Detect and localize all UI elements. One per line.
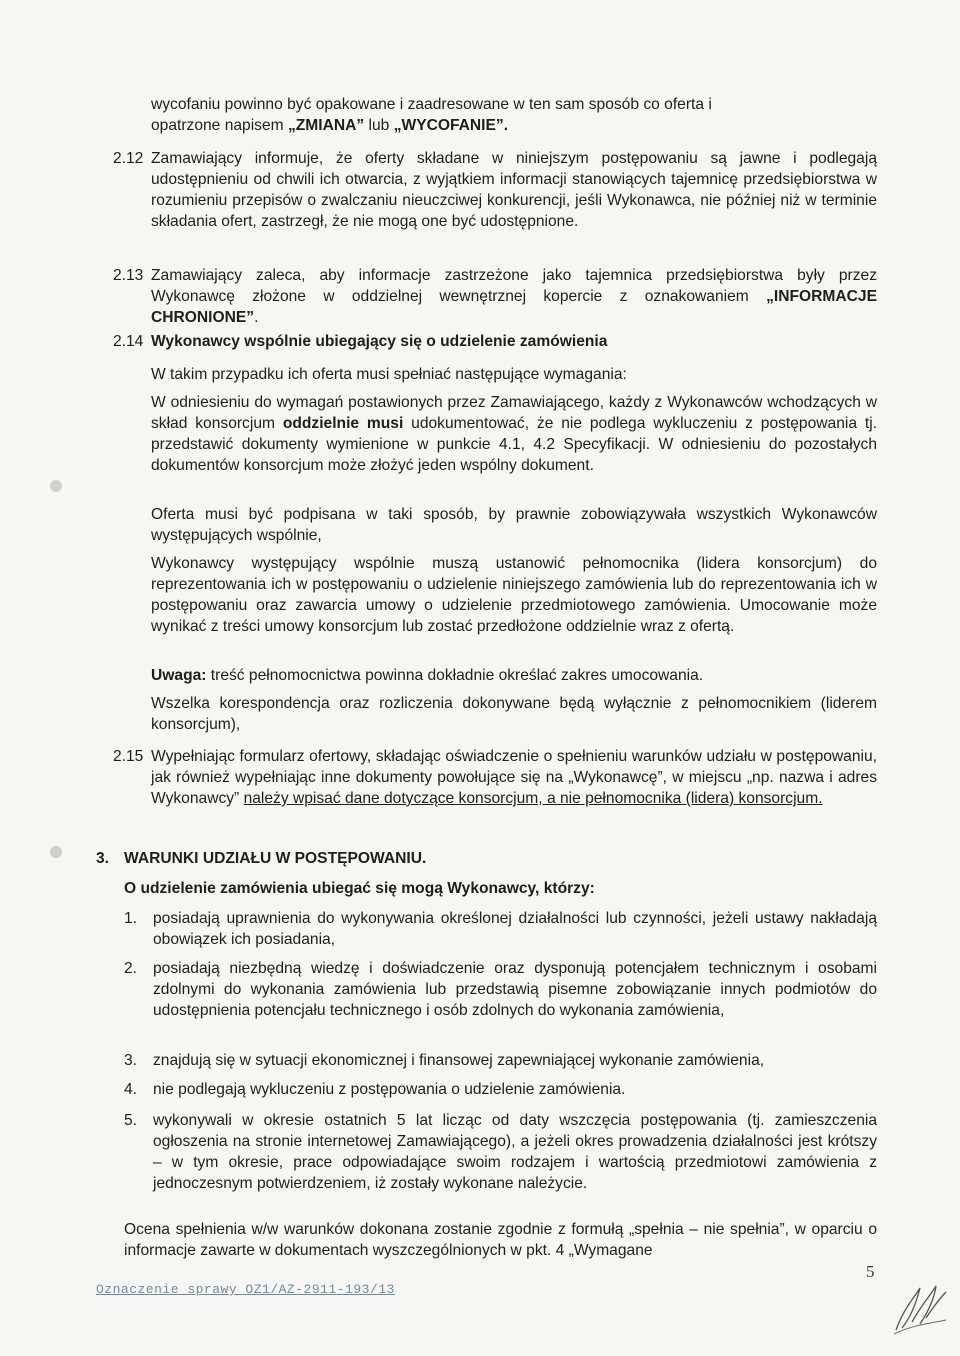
list-item-2: posiadają niezbędną wiedzę i doświadczenie oraz dysponują potencjałem technicznym i osobami zdolnymi do wykonania zamówienia lub przedstawią pisemne zobowiązanie innych podmiotów do udostępnienia potencjału technicznego i osób zdolnych do wykonania zamówienia, [153,960,877,1019]
section-2-14-p3: Oferta musi być podpisana w taki sposób, by prawnie zobowiązywała wszystkich Wykonawców występujących wspólnie, [151,506,877,544]
section-2-14-p6: Wszelka korespondencja oraz rozliczenia dokonywane będą wyłącznie z pełnomocnikiem (liderem konsorcjum), [151,695,877,733]
section-2-12-number: 2.12 [113,150,144,167]
section-2-15-number: 2.15 [113,748,144,765]
section-2-14-p1: W takim przypadku ich oferta musi spełniać następujące wymagania: [151,366,627,383]
list-item-4: nie podlegają wykluczeniu z postępowania o udzielenie zamówienia. [153,1081,626,1098]
binder-hole-mark [50,846,62,858]
list-number-2: 2. [124,960,138,977]
list-item-3: znajdują się w sytuacji ekonomicznej i finansowej zapewniającej wykonanie zamówienia, [153,1052,765,1069]
section-2-14-p5: Uwaga: treść pełnomocnictwa powinna dokładnie określać zakres umocowania. [151,667,704,684]
signature-mark [890,1278,950,1338]
binder-hole-mark [50,480,62,492]
list-number-1: 1. [124,910,138,927]
section-2-13-text: Zamawiający zaleca, aby informacje zastrzeżone jako tajemnica przedsiębiorstwa były przez Wykonawcę złożone w oddzielnej wewnętrznej kopercie z oznakowaniem „INFORMACJE CHRONIONE”. [151,267,877,326]
intro-line-1: wycofaniu powinno być opakowane i zaadresowane w ten sam sposób co oferta i [151,96,712,113]
section-2-14-p2: W odniesieniu do wymagań postawionych przez Zamawiającego, każdy z Wykonawców wchodzących w skład konsorcjum oddzielnie musi udokumentować, że nie podlega wykluczeniu z postępowania tj. przedstawić dokumenty wymienione w punkcie 4.1, 4.2 Specyfikacji. W odniesieniu do pozostałych dokumentów konsorcjum może złożyć jeden wspólny dokument. [151,394,877,474]
list-number-4: 4. [124,1081,138,1098]
section-2-14-number: 2.14 [113,333,144,350]
section-2-15-text: Wypełniając formularz ofertowy, składając oświadczenie o spełnieniu warunków udziału w postępowaniu, jak również wypełniając inne dokumenty powołujące się na „Wykonawcę”, w miejscu „np. nazwa i adres Wykonawcy” należy wpisać dane dotyczące konsorcjum, a nie pełnomocnika (lidera) konsorcjum. [151,748,877,807]
section-3-number: 3. [96,850,110,867]
list-item-1: posiadają uprawnienia do wykonywania określonej działalności lub czynności, jeżeli ustawy nakładają obowiązek ich posiadania, [153,910,877,948]
section-2-14-p4: Wykonawcy występujący wspólnie muszą ustanowić pełnomocnika (lidera konsorcjum) do reprezentowania ich w postępowaniu o udzielenie niniejszego zamówienia lub do reprezentowania ich w postępowaniu oraz zawarcia umowy o udzielenie przedmiotowego zamówienia. Umocowanie może wynikać z treści umowy konsorcjum lub zostać przedłożone oddzielnie wraz z ofertą. [151,555,877,635]
case-reference: Oznaczenie sprawy OZ1/AZ-2911-193/13 [96,1282,395,1297]
section-2-12-text: Zamawiający informuje, że oferty składane w niniejszym postępowaniu są jawne i podlegają udostępnieniu od chwili ich otwarcia, z wyjątkiem informacji stanowiących tajemnicę przedsiębiorstwa w rozumieniu przepisów o zwalczaniu nieuczciwej konkurencji, jeśli Wykonawca, nie później niż w terminie składania ofert, zastrzegł, że nie mogą one być udostępnione. [151,150,877,230]
section-3-subtitle: O udzielenie zamówienia ubiegać się mogą Wykonawcy, którzy: [124,880,595,897]
list-number-5: 5. [124,1112,138,1129]
list-number-3: 3. [124,1052,138,1069]
section-2-13-number: 2.13 [113,267,144,284]
intro-paragraph [151,94,877,136]
page-number: 5 [866,1262,875,1281]
closing-paragraph: Ocena spełnienia w/w warunków dokonana zostanie zgodnie z formułą „spełnia – nie spełnia”, w oparciu o informacje zawarte w dokumentach wyszczególnionych w pkt. 4 „Wymagane [124,1221,877,1259]
list-item-5: wykonywali w okresie ostatnich 5 lat licząc od daty wszczęcia postępowania (tj. zamieszczenia ogłoszenia na stronie internetowej Zamawiającego), a jeżeli okres prowadzenia działalności jest krótszy – w tym okresie, prace odpowiadające swoim rodzajem i wartością przedmiotowi zamówienia z jednoczesnym potwierdzeniem, iż zostały wykonane należycie. [153,1112,877,1192]
section-2-14-title: Wykonawcy wspólnie ubiegający się o udzielenie zamówienia [151,333,608,350]
section-3-title: WARUNKI UDZIAŁU W POSTĘPOWANIU. [124,850,427,867]
intro-line-2: opatrzone napisem „ZMIANA” lub „WYCOFANIE”. [151,117,509,134]
